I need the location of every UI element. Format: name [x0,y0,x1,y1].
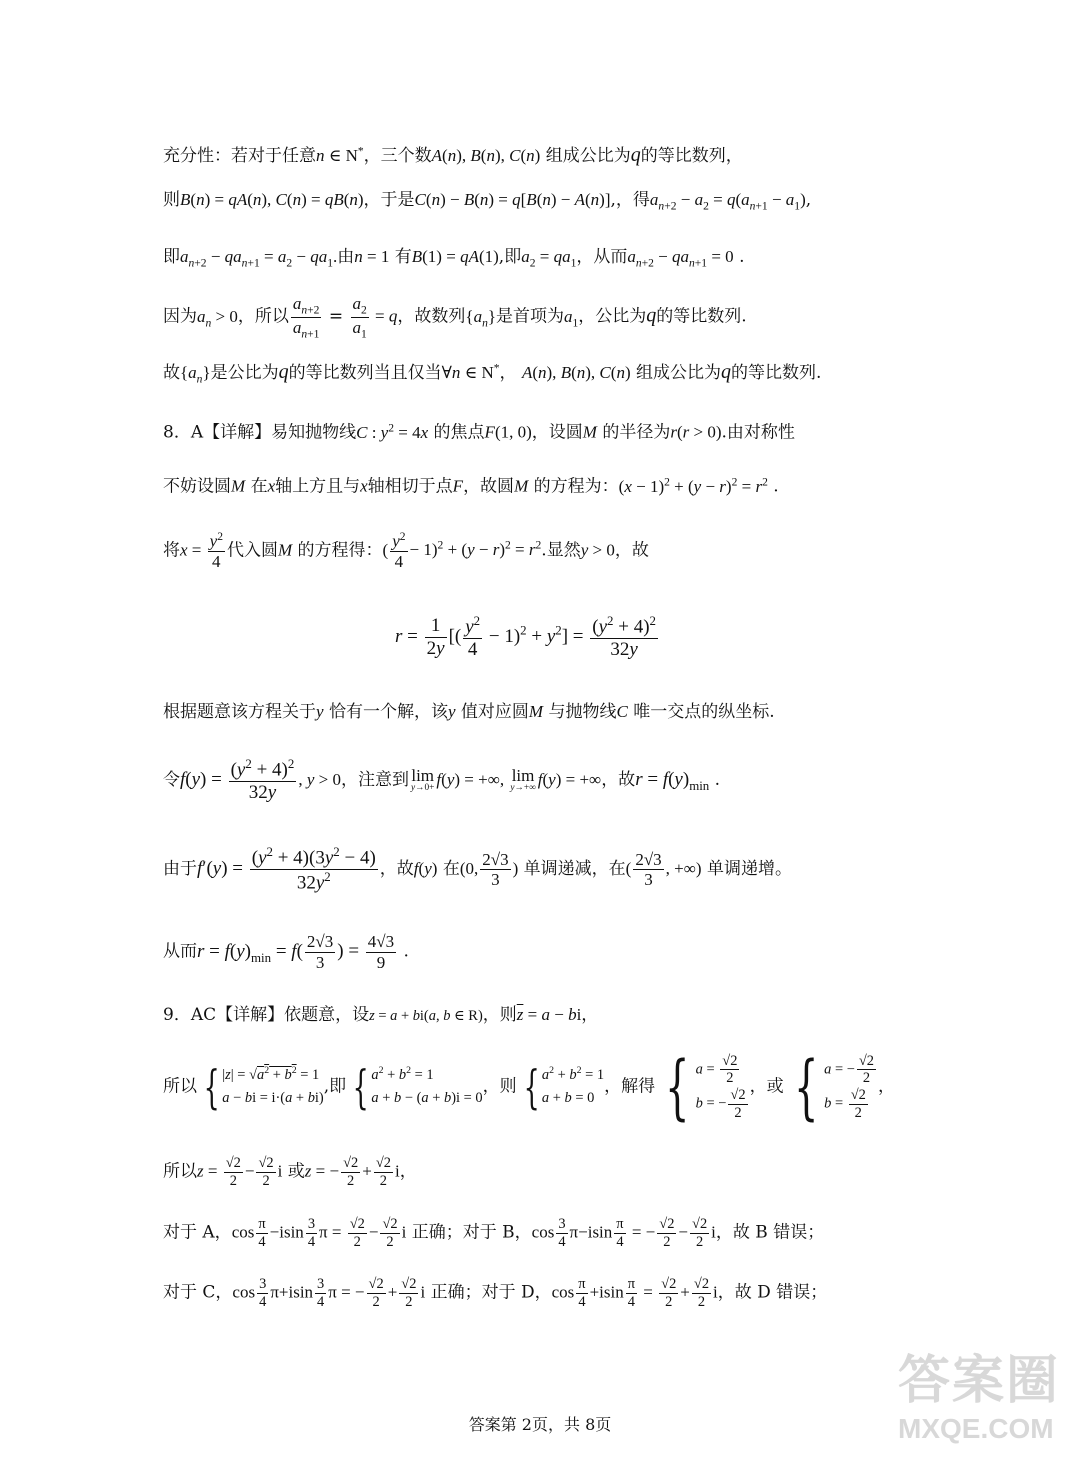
p8-line-7: 从而$r = f(y)_{min} = f$( $\frac{2√3}{3}$ ) = $\frac{4√3}{9}$ . [163,932,409,972]
p8-line-5: 令f(y) = $\frac{(y^2 + 4)^2}{32y}$ , y > 0，注意到 lim y→0+ f(y) = +∞, lim y→+∞ f(y) = +∞，故$r = f(y)_{min}$ . [163,756,721,804]
page-footer: 答案第 2页，共 8页 [468,1415,612,1434]
p9-line-3: 所以z = $\frac{√2}{2}$ − $\frac{√2}{2}$ i 或z = − $\frac{√2}{2}$ + $\frac{√2}{2}$ i， [163,1155,417,1189]
p9-line-1: 9．AC【详解】依题意，设z = a + bi(a, b ∈ R)，则$\overline{z} = a$ − bi， [163,1005,599,1025]
p8-line-4: 根据题意该方程关于y 恰有一个解，该y 值对应圆M 与抛物线C 唯一交点的纵坐标. [163,702,775,722]
line-derive: 则B(n) = qA(n), C(n) = qB(n)，于是C(n) − B(n) = q[B(n) − A(n)],，得$a_{n+2} - a_2 = q(a_{n+1} - a_1)$, [163,190,812,213]
watermark-logo: 答案圈 MXQE.COM [898,1350,1061,1444]
p8-line-6: 由于f′(y) = $\frac{(y^2 + 4)(3y^2 - 4)}{32y^2}$ ，故f(y) 在(0, $\frac{2√3}{3}$ ) 单调递减，在( $\frac{2√3}{3}$ , +∞) 单调递增。 [163,844,792,894]
p9-line-4: 对于 A，cos $\frac{\pi}{4}$ −isin $\frac{3}{4}$ π = $\frac{√2}{2}$ − $\frac{√2}{2}$ i 正确；对于 B，cos $\frac{3}{4}$ π−isin $\frac{\pi}{4}$ = − $\frac{√2}{2}$ − $\frac{√2}{2}$ i，故 B 错误； [163,1216,825,1250]
p8-r-formula: r = $\frac{1}{2y}$ [( $\frac{y^2}{4}$ − $1)^2 + y^2$] = $\frac{(y^2 + 4)^2}{32y}$ [395,613,656,661]
line-sufficiency: 充分性：若对于任意n ∈ N*，三个数A(n), B(n), C(n) 组成公比为q的等比数列， [163,144,743,166]
p8-line-2: 不妨设圆M 在x轴上方且与x轴相切于点F，故圆M 的方程为：$(x - 1)^2 + (y - r)^2 = r^2$ . [163,475,779,497]
p8-line-1: 8．A【详解】易知抛物线C : $y^2 = 4x$ 的焦点F(1, 0)，设圆M 的半径为r(r > 0).由对称性 [163,421,795,443]
line-recurrence: 即$a_{n+2} - qa_{n+1} = a_2 - qa_1$.由n = 1 有B(1) = qA(1),即$a_2 = qa_1$，从而$a_{n+2} - qa_{n+1} = 0$ . [163,247,745,270]
p9-line-5: 对于 C，cos $\frac{3}{4}$ π+isin $\frac{3}{4}$ π = − $\frac{√2}{2}$ + $\frac{√2}{2}$ i 正确；对于 D，cos $\frac{\pi}{4}$ +isin $\frac{\pi}{4}$ = $\frac{√2}{2}$ + $\frac{√2}{2}$ i，故 D 错误； [163,1276,828,1310]
p8-line-3: 将x = $\frac{y^2}{4}$ 代入圆M 的方程得：( $\frac{y^2}{4}$ − $1)^2 + (y - r)^2 = r^2$.显然y > 0，故 [163,530,649,572]
p9-line-2: 所以 { $|z| = √a^2 + b^2 = 1$ a − bi = i·(a + bi) ,即 { $a^2 + b^2 = 1$ a + b − (a + b)i = 0 ，则 { $a^2 + b^2 = 1$ a + b = 0 ，解得 { a = $\frac{√2}{2}$ b = − $\frac{√2}{2}$ ，或 { a = − $\frac{√2}{2}$ b = $\frac{√2}{2}$ ， [163,1046,895,1128]
line-conclusion: 故$\{a_n\}$是公比为q的等比数列当且仅当∀n ∈ N*， A(n), B(n), C(n) 组成公比为q的等比数列. [163,361,822,386]
line-geometric: 因为$a_n > 0$，所以 $\frac{a_{n+2}}{a_{n+1}}$ = $\frac{a_2}{a_1}$ = q，故数列$\{a_n\}$是首项为$a_1$，公比为q的等比数列. [163,294,747,341]
